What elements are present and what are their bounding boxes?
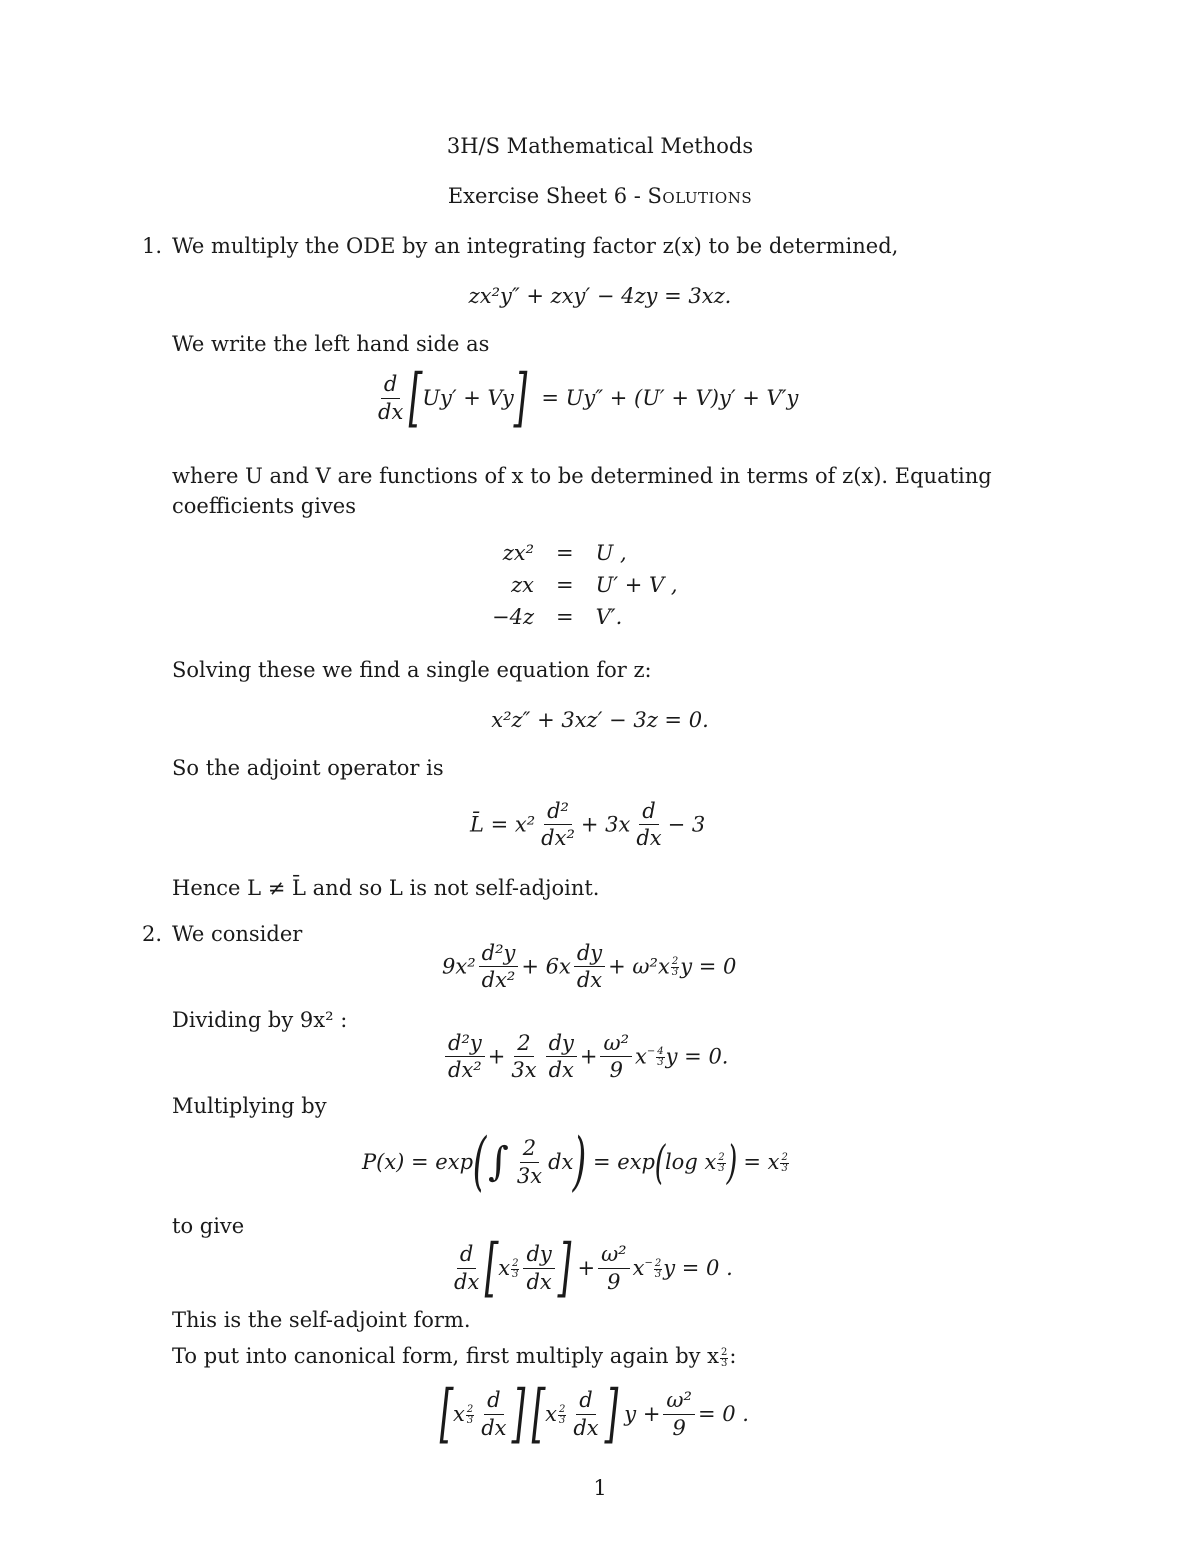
q2-equation-5: [x $\frac{2}{3}$ $\frac{d}{dx}$ ] [x $\frac{2}{3}$ $\frac{d}{dx}$ ] y + $\frac{\text{ω²}}{9}$ = 0 . <box>439 1377 749 1451</box>
system-row: −4z = V′. <box>492 605 623 629</box>
sheet-title-prefix: Exercise Sheet 6 - <box>447 184 648 208</box>
sheet-title-solutions: Solutions <box>647 184 753 208</box>
q2-text-to-give: to give <box>172 1214 245 1238</box>
q1-text-coeff: coefficients gives <box>172 494 357 518</box>
q1-eq4-frac2: $\frac{d}{dx}$ <box>636 799 662 851</box>
q1-text-adjoint: So the adjoint operator is <box>172 756 444 780</box>
q1-equation-4 <box>470 800 705 849</box>
course-title: 3H/S Mathematical Methods <box>446 134 754 158</box>
q1-equation-1: zx²y″ + zxy′ − 4zy = 3xz. <box>468 284 732 308</box>
q1-number: 1. <box>142 234 163 258</box>
q1-text-lhs: We write the left hand side as <box>172 332 490 356</box>
q2-eq1-exponent: $\frac{2}{3}$ <box>671 956 679 979</box>
q1-text-hence: Hence L ≠ L̄ and so L is not self-adjoint. <box>172 876 600 900</box>
q1-equation-2 <box>372 361 799 435</box>
q1-eq2-inner: Uy′ + Vy <box>422 386 514 410</box>
q1-system <box>480 536 690 634</box>
q1-text-where: where U and V are functions of x to be determined in terms of z(x). Equating <box>172 464 992 488</box>
q1-intro: We multiply the ODE by an integrating factor z(x) to be determined, <box>172 234 899 258</box>
q1-eq2-rhs: = Uy″ + (U′ + V)y′ + V′y <box>541 386 799 410</box>
q2-equation-4: $\frac{d}{dx}$ [x $\frac{2}{3}$ $\frac{dy}{dx}$ ] + $\frac{\text{ω²}}{9}$ x− $\frac{2}{3}$ y = 0 . <box>454 1231 733 1305</box>
q2-text-dividing: Dividing by 9x² : <box>172 1008 348 1032</box>
q2-equation-2: $\frac{\text{d²y}}{\text{dx²}}$ + $\frac{2}{3x}$ $\frac{dy}{dx}$ + $\frac{\text{ω²}}{9}$ x− $\frac{4}{3}$ y = 0. <box>442 1032 729 1081</box>
page-number: 1 <box>593 1476 607 1500</box>
sheet-title <box>0 184 1200 208</box>
q1-eq4-frac1: $\frac{\text{d²}}{\text{dx²}}$ <box>541 799 575 851</box>
q2-equation-3: P(x) = exp(∫ $\frac{2}{3x}$ dx) = exp(log x $\frac{2}{3}$ ) = x $\frac{2}{3}$ <box>362 1125 788 1199</box>
q1-eq2-derivative: $\frac{d}{dx}$ <box>378 372 404 424</box>
q2-text-selfadjoint: This is the self-adjoint form. <box>172 1308 471 1332</box>
q1-eq4-mid: + 3x <box>580 812 631 837</box>
q1-eq4-lhs: L̄ = x² <box>470 812 536 837</box>
q1-eq2-rbracket: ] <box>513 361 528 435</box>
q1-text-solving: Solving these we find a single equation for z: <box>172 658 652 682</box>
q2-eq2-exponent: $\frac{4}{3}$ <box>657 1046 664 1069</box>
q1-equation-3: x²z″ + 3xz′ − 3z = 0. <box>491 708 709 732</box>
q2-equation-1: 9x² $\frac{\text{d²y}}{\text{dx²}}$ + 6x $\frac{dy}{dx}$ + ω²x $\frac{2}{3}$ y = 0 <box>442 941 737 993</box>
q1-eq2-lbracket: [ <box>408 361 423 435</box>
system-row: zx² = U , <box>502 541 627 565</box>
q2-text-consider: We consider <box>172 922 303 946</box>
q2-number: 2. <box>142 922 163 946</box>
q2-text-multiplying: Multiplying by <box>172 1094 327 1118</box>
q1-eq4-end: − 3 <box>667 812 706 837</box>
q2-text-canonical: To put into canonical form, first multiply again by x $\frac{2}{3}$ : <box>172 1344 737 1369</box>
system-row: zx = U′ + V , <box>511 573 678 597</box>
